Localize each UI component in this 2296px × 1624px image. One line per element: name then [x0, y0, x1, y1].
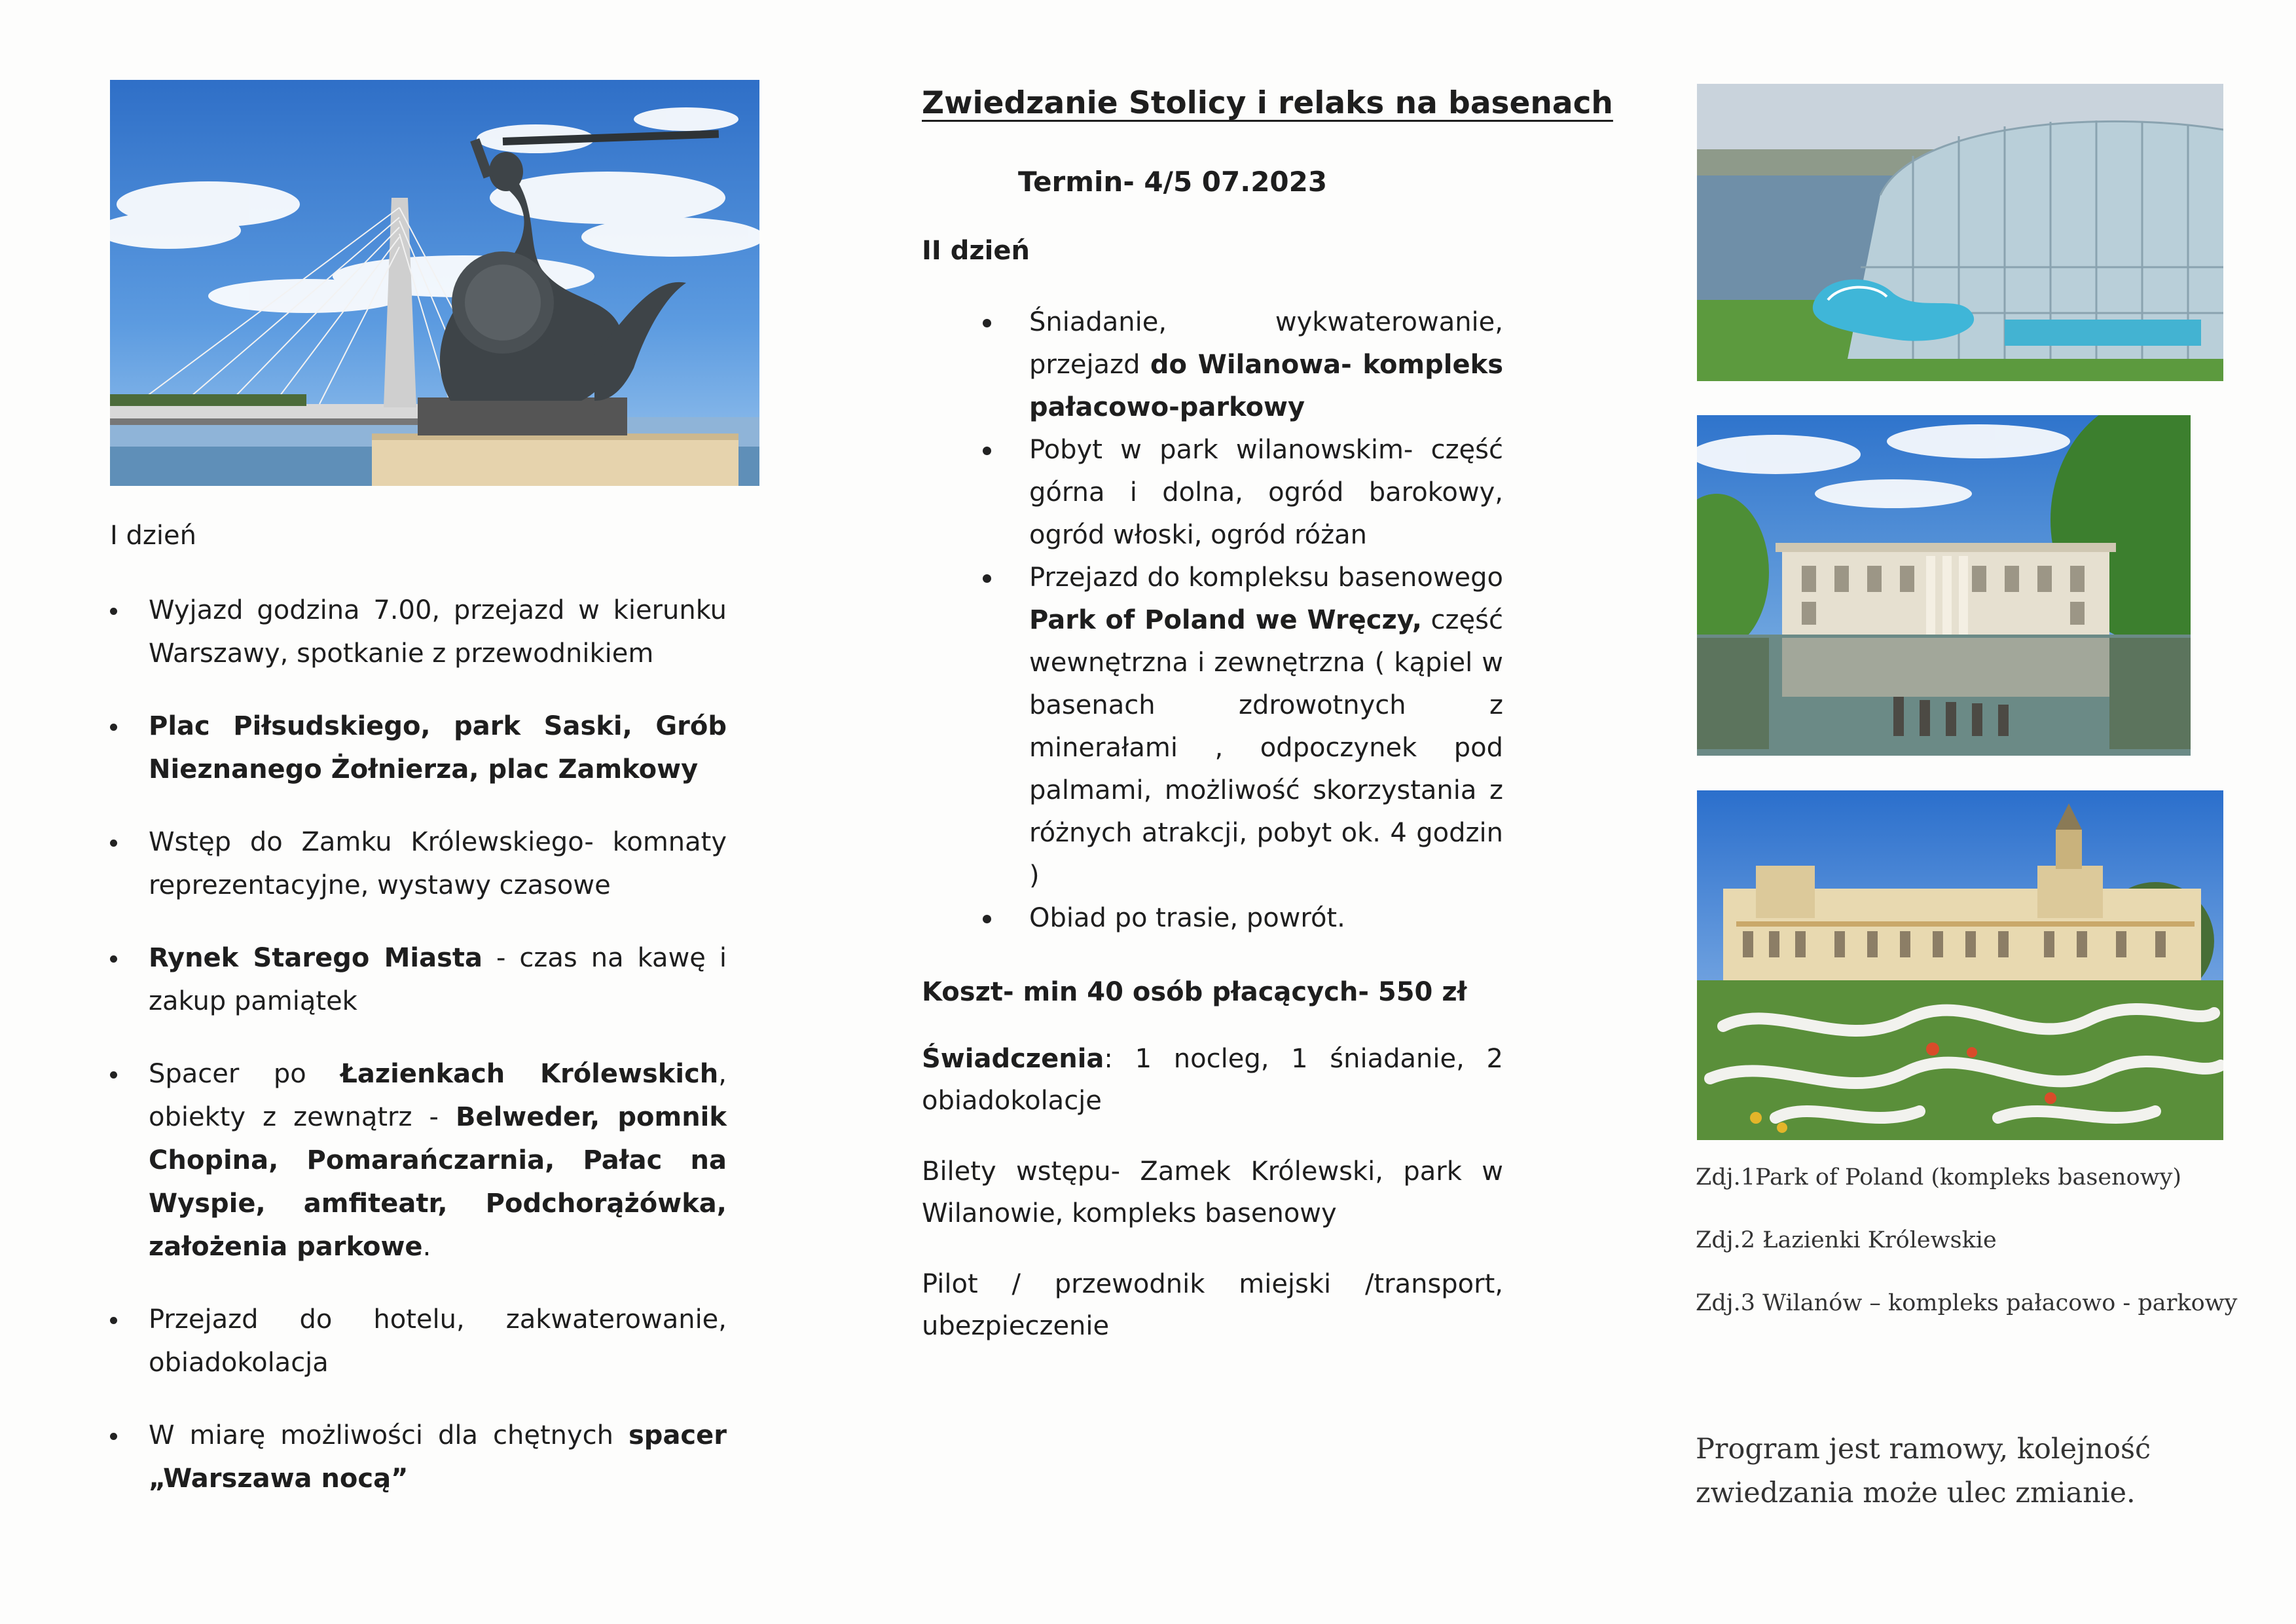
- program-note: Program jest ramowy, kolejność zwiedzania może ulec zmianie.: [1696, 1433, 2151, 1509]
- tickets-line: Bilety wstępu- Zamek Królewski, park w Wilanowie, kompleks basenowy: [922, 1156, 1503, 1228]
- list-item: Obiad po trasie, powrót.: [922, 897, 1503, 940]
- park-of-poland-photo: [1697, 84, 2223, 381]
- list-item: Plac Piłsudskiego, park Saski, Grób Nieznanego Żołnierza, plac Zamkowy: [110, 705, 727, 791]
- page-title: Zwiedzanie Stolicy i relaks na basenach: [922, 85, 1613, 121]
- day1-section: [110, 521, 727, 1530]
- list-item: Rynek Starego Miasta - czas na kawę i zakup pamiątek: [110, 936, 727, 1023]
- list-item: Wstęp do Zamku Królewskiego- komnaty reprezentacyjne, wystawy czasowe: [110, 821, 727, 907]
- day2-list: [922, 301, 1503, 940]
- list-item: Przejazd do kompleksu basenowego Park of Poland we Wręczy, część wewnętrzna i zewnętrzna ( kąpiel w basenach zdrowotnych z minerałami , odpoczynek pod palmami, możliwość skorzystania z różnych atrakcji, pobyt ok. 4 godzin ): [922, 557, 1503, 897]
- list-item: Przejazd do hotelu, zakwaterowanie, obiadokolacja: [110, 1298, 727, 1384]
- cost-line: Koszt- min 40 osób płacących- 550 zł: [922, 977, 1467, 1007]
- pilot-line: Pilot / przewodnik miejski /transport, ubezpieczenie: [922, 1269, 1503, 1341]
- caption-2: Zdj.2 Łazienki Królewskie: [1696, 1227, 1997, 1253]
- list-item: Śniadanie, wykwaterowanie, przejazd do Wilanowa- kompleks pałacowo-parkowy: [922, 301, 1503, 429]
- list-item: Pobyt w park wilanowskim- część górna i dolna, ogród barokowy, ogród włoski, ogród różan: [922, 429, 1503, 557]
- mermaid-statue-photo: [110, 80, 759, 486]
- day1-list: [110, 589, 727, 1500]
- termin-date: Termin- 4/5 07.2023: [1018, 166, 1328, 198]
- day1-heading: I dzień: [110, 521, 196, 551]
- services-text: : 1 nocleg, 1 śniadanie, 2 obiadokolacje: [922, 1044, 1503, 1116]
- list-item: W miarę możliwości dla chętnych spacer „Warszawa nocą”: [110, 1414, 727, 1500]
- list-item: Wyjazd godzina 7.00, przejazd w kierunku Warszawy, spotkanie z przewodnikiem: [110, 589, 727, 675]
- day2-heading: II dzień: [922, 236, 1030, 266]
- wilanow-palace-photo: [1697, 790, 2223, 1140]
- list-item: Spacer po Łazienkach Królewskich, obiekty z zewnątrz - Belweder, pomnik Chopina, Pomarańczarnia, Pałac na Wyspie, amfiteatr, Podchorążówka, założenia parkowe.: [110, 1052, 727, 1268]
- day2-section: [922, 236, 1503, 1347]
- lazienki-palace-photo: [1697, 415, 2191, 756]
- photo-captions: [1696, 1164, 2237, 1353]
- services-label: Świadczenia: [922, 1044, 1104, 1074]
- services-line: [922, 1038, 1503, 1122]
- caption-3: Zdj.3 Wilanów – kompleks pałacowo - parkowy: [1696, 1290, 2238, 1316]
- caption-1: Zdj.1Park of Poland (kompleks basenowy): [1696, 1164, 2182, 1190]
